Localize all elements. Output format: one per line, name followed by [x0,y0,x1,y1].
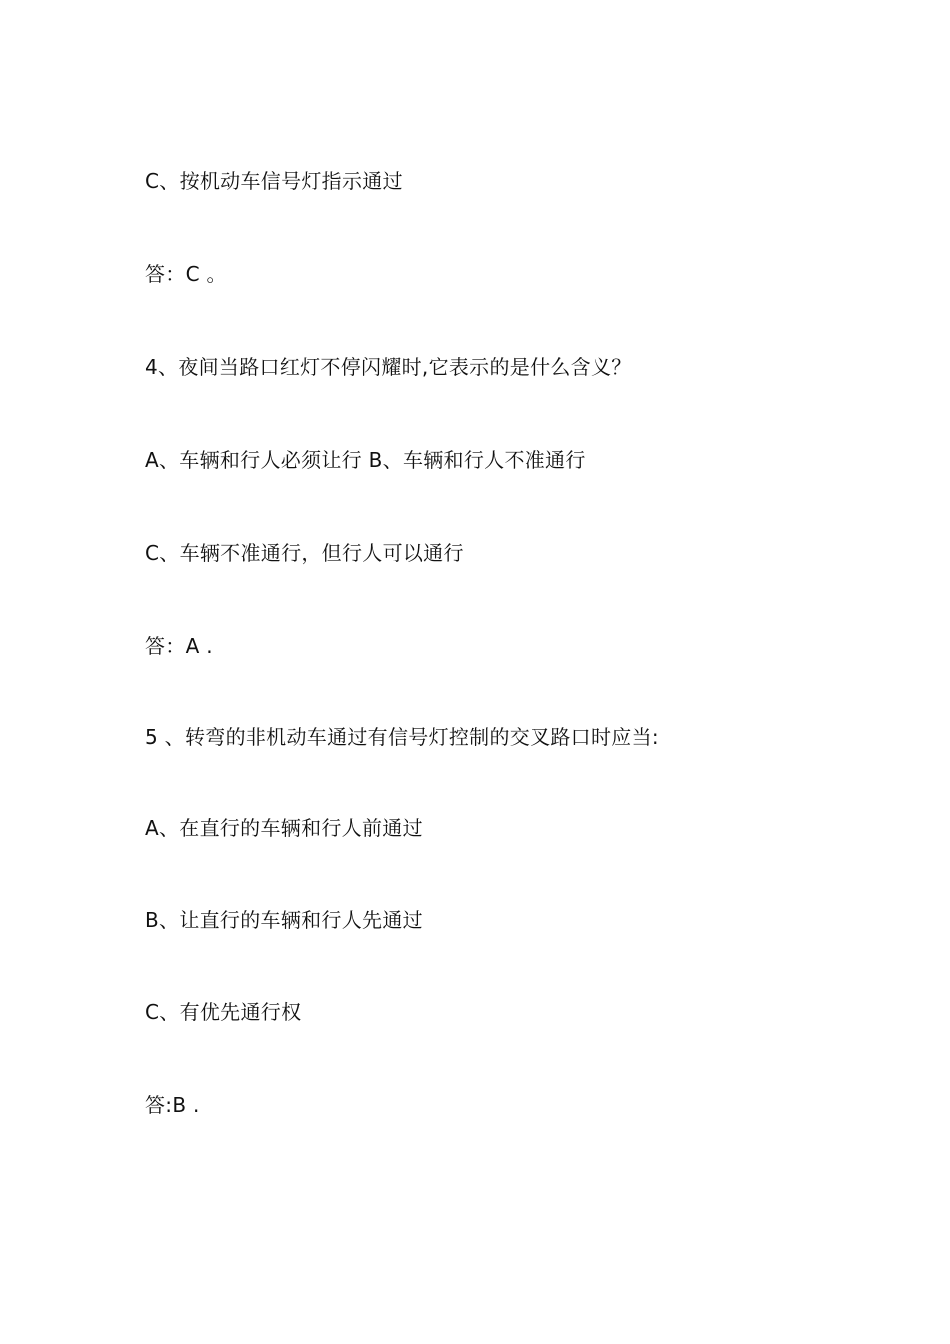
option-a-q5: A、在直行的车辆和行人前通过 [145,816,423,840]
question-4: 4、夜间当路口红灯不停闪耀时,它表示的是什么含义？ [145,355,632,379]
option-c-q4: C、车辆不准通行，但行人可以通行 [145,541,464,565]
answer-q3: 答：C 。 [145,262,227,286]
question-5: 5 、转弯的非机动车通过有信号灯控制的交叉路口时应当: [145,725,659,749]
option-c-q3: C、按机动车信号灯指示通过 [145,169,403,193]
answer-q5: 答:B . [145,1093,200,1117]
options-ab-q4: A、车辆和行人必须让行 B、车辆和行人不准通行 [145,448,586,472]
option-b-q5: B、让直行的车辆和行人先通过 [145,908,423,932]
option-c-q5: C、有优先通行权 [145,1000,302,1024]
answer-q4: 答：A . [145,634,213,658]
